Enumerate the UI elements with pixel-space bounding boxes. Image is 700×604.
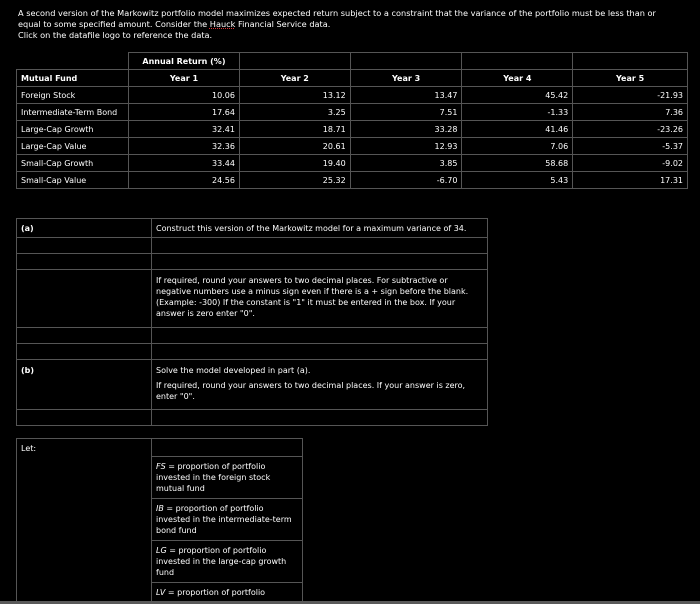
definition [156, 461, 270, 494]
fund-name: Foreign Stock [17, 87, 129, 104]
header-filler [573, 53, 688, 70]
blank-cell [151, 327, 488, 344]
return-value: 20.61 [239, 138, 350, 155]
return-value: 45.42 [462, 87, 573, 104]
definition-cell [151, 498, 303, 541]
let-label: Let: [21, 444, 37, 453]
return-value: 7.51 [350, 104, 462, 121]
definition-cell [151, 540, 303, 583]
part-b-text [156, 365, 465, 402]
hauck-link[interactable]: Hauck [209, 19, 236, 29]
part-b-label: (b) [21, 366, 35, 375]
header-filler [239, 53, 350, 70]
fund-name: Small-Cap Value [17, 172, 129, 189]
part-a-note [156, 275, 468, 319]
return-value: 7.36 [573, 104, 688, 121]
return-value: 32.36 [128, 138, 239, 155]
return-value: 24.56 [128, 172, 239, 189]
definition-text: fund [156, 568, 175, 577]
return-value: 7.06 [462, 138, 573, 155]
note-line: If required, round your answers to two decimal places. For subtractive or [156, 276, 448, 285]
note-line: enter "0". [156, 392, 195, 401]
year-header: Year 2 [239, 70, 350, 87]
return-value: -9.02 [573, 155, 688, 172]
definition [156, 545, 286, 578]
return-value: 33.44 [128, 155, 239, 172]
part-a-label: (a) [21, 224, 34, 233]
blank-cell [16, 237, 152, 254]
intro-line-2 [18, 19, 688, 30]
part-b-label-cell [16, 359, 152, 410]
return-value: 19.40 [239, 155, 350, 172]
problem-intro [18, 8, 688, 41]
blank-corner [17, 53, 129, 70]
fund-name: Large-Cap Growth [17, 121, 129, 138]
part-b-prompt-cell [151, 359, 488, 410]
return-value: 32.41 [128, 121, 239, 138]
note-line: answer is zero enter "0". [156, 309, 255, 318]
intro-line-3: Click on the datafile logo to reference the data. [18, 30, 213, 40]
note-line: (Example: -300) If the constant is "1" it must be entered in the box. If your [156, 298, 456, 307]
year-header: Year 3 [350, 70, 462, 87]
return-value: 25.32 [239, 172, 350, 189]
return-value: 3.85 [350, 155, 462, 172]
blank-cell [16, 343, 152, 360]
return-value: 17.64 [128, 104, 239, 121]
definition-text: = proportion of portfolio [166, 546, 267, 555]
blank-cell [151, 438, 303, 457]
definition-text: invested in the intermediate-term [156, 515, 292, 524]
part-b-prompt: Solve the model developed in part (a). [156, 366, 311, 375]
intro-line-2-text: equal to some specified amount. Consider the [18, 19, 210, 29]
return-value: 13.12 [239, 87, 350, 104]
table-row [17, 104, 688, 121]
variable-name: LG [156, 546, 167, 555]
header-filler [462, 53, 573, 70]
year-header: Year 1 [128, 70, 239, 87]
table-row [17, 155, 688, 172]
definition-cell [151, 456, 303, 499]
returns-table [16, 52, 688, 189]
variable-name: LV [156, 588, 166, 597]
definition-text: = proportion of portfolio [165, 462, 266, 471]
table-row [17, 121, 688, 138]
part-a-prompt: Construct this version of the Markowitz model for a maximum variance of 34. [156, 224, 467, 233]
return-value: 58.68 [462, 155, 573, 172]
definition-text: mutual fund [156, 484, 205, 493]
blank-cell [16, 269, 152, 328]
blank-cell [151, 237, 488, 254]
return-value: -1.33 [462, 104, 573, 121]
return-value: -5.37 [573, 138, 688, 155]
return-value: 3.25 [239, 104, 350, 121]
variable-name: FS [156, 462, 166, 471]
definition-text: invested in the foreign stock [156, 473, 271, 482]
return-value: -23.26 [573, 121, 688, 138]
intro-line-1: A second version of the Markowitz portfolio model maximizes expected return subject to a constraint that the variance of the portfolio must be less than or [18, 8, 656, 18]
definition [156, 503, 292, 536]
fund-name: Small-Cap Growth [17, 155, 129, 172]
variable-name: IB [156, 504, 164, 513]
return-value: 41.46 [462, 121, 573, 138]
blank-cell [16, 253, 152, 270]
return-value: 12.93 [350, 138, 462, 155]
fund-name: Intermediate-Term Bond [17, 104, 129, 121]
blank-cell [16, 409, 152, 426]
definition-text: bond fund [156, 526, 197, 535]
return-value: -21.93 [573, 87, 688, 104]
blank-cell [151, 253, 488, 270]
note-line: negative numbers use a minus sign even if there is a + sign before the blank. [156, 287, 469, 296]
year-header: Year 4 [462, 70, 573, 87]
mutual-fund-header: Mutual Fund [17, 70, 129, 87]
blank-cell [16, 327, 152, 344]
definition [156, 587, 265, 598]
group-header-row [17, 53, 688, 70]
fund-name: Large-Cap Value [17, 138, 129, 155]
table-row [17, 138, 688, 155]
column-header-row [17, 70, 688, 87]
part-a-note-cell [151, 269, 488, 328]
note-line: If required, round your answers to two decimal places. If your answer is zero, [156, 381, 466, 390]
year-header: Year 5 [573, 70, 688, 87]
return-value: 10.06 [128, 87, 239, 104]
return-value: 5.43 [462, 172, 573, 189]
header-filler [350, 53, 462, 70]
return-value: 13.47 [350, 87, 462, 104]
part-a-prompt-cell [151, 218, 488, 238]
blank-cell [151, 343, 488, 360]
definition-text: = proportion of portfolio [163, 504, 264, 513]
definition-text: = proportion of portfolio [165, 588, 266, 597]
blank-cell [151, 409, 488, 426]
table-row [17, 87, 688, 104]
return-value: 33.28 [350, 121, 462, 138]
return-value: -6.70 [350, 172, 462, 189]
definition-text: invested in the large-cap growth [156, 557, 287, 566]
return-value: 17.31 [573, 172, 688, 189]
let-label-cell [16, 438, 152, 604]
table-row [17, 172, 688, 189]
part-a-label-cell [16, 218, 152, 238]
annual-return-header: Annual Return (%) [128, 53, 239, 70]
intro-line-2-tail: Financial Service data. [235, 19, 331, 29]
return-value: 18.71 [239, 121, 350, 138]
